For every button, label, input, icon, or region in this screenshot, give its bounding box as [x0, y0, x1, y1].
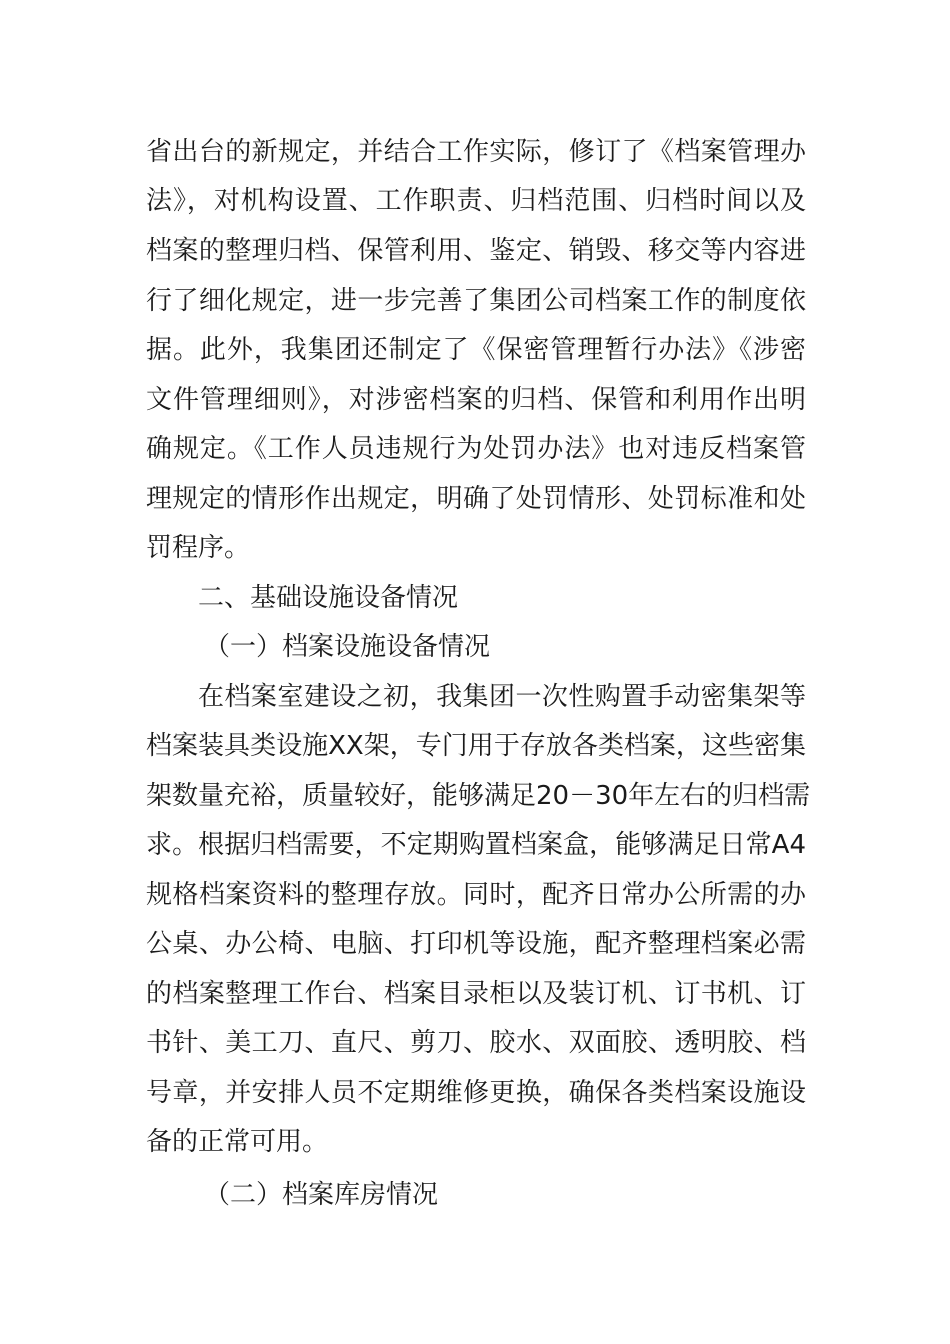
body-text-line: 求。根据归档需要，不定期购置档案盒，能够满足日常A4: [146, 830, 806, 860]
body-text-line: 架数量充裕，质量较好，能够满足20－30年左右的归档需: [146, 781, 811, 811]
body-text-line: 行了细化规定，进一步完善了集团公司档案工作的制度依: [146, 286, 806, 316]
body-text-line: 法》，对机构设置、工作职责、归档范围、归档时间以及: [146, 186, 806, 216]
body-text-line: 在档案室建设之初，我集团一次性购置手动密集架等: [198, 682, 806, 712]
body-text-line: 公桌、办公椅、电脑、打印机等设施，配齐整理档案必需: [146, 929, 806, 959]
subsection-heading: （二）档案库房情况: [204, 1180, 439, 1210]
body-text-line: 理规定的情形作出规定，明确了处罚情形、处罚标准和处: [146, 484, 806, 514]
subsection-heading: （一）档案设施设备情况: [204, 632, 491, 662]
body-text-line: 的档案整理工作台、档案目录柜以及装订机、订书机、订: [146, 979, 806, 1009]
body-text-line: 备的正常可用。: [146, 1127, 329, 1157]
body-text-line: 罚程序。: [146, 533, 251, 563]
body-text-line: 号章，并安排人员不定期维修更换，确保各类档案设施设: [146, 1078, 806, 1108]
body-text-line: 档案装具类设施XX架，专门用于存放各类档案，这些密集: [146, 731, 806, 761]
body-text-line: 书针、美工刀、直尺、剪刀、胶水、双面胶、透明胶、档: [146, 1028, 806, 1058]
body-text-line: 省出台的新规定，并结合工作实际，修订了《档案管理办: [146, 137, 806, 167]
section-heading: 二、基础设施设备情况: [198, 583, 459, 613]
body-text-line: 文件管理细则》，对涉密档案的归档、保管和利用作出明: [146, 385, 806, 415]
body-text-line: 规格档案资料的整理存放。同时，配齐日常办公所需的办: [146, 880, 806, 910]
body-text-line: 据。此外，我集团还制定了《保密管理暂行办法》《涉密: [146, 335, 806, 365]
body-text-line: 档案的整理归档、保管利用、鉴定、销毁、移交等内容进: [146, 236, 806, 266]
body-text-line: 确规定。《工作人员违规行为处罚办法》也对违反档案管: [146, 434, 806, 464]
